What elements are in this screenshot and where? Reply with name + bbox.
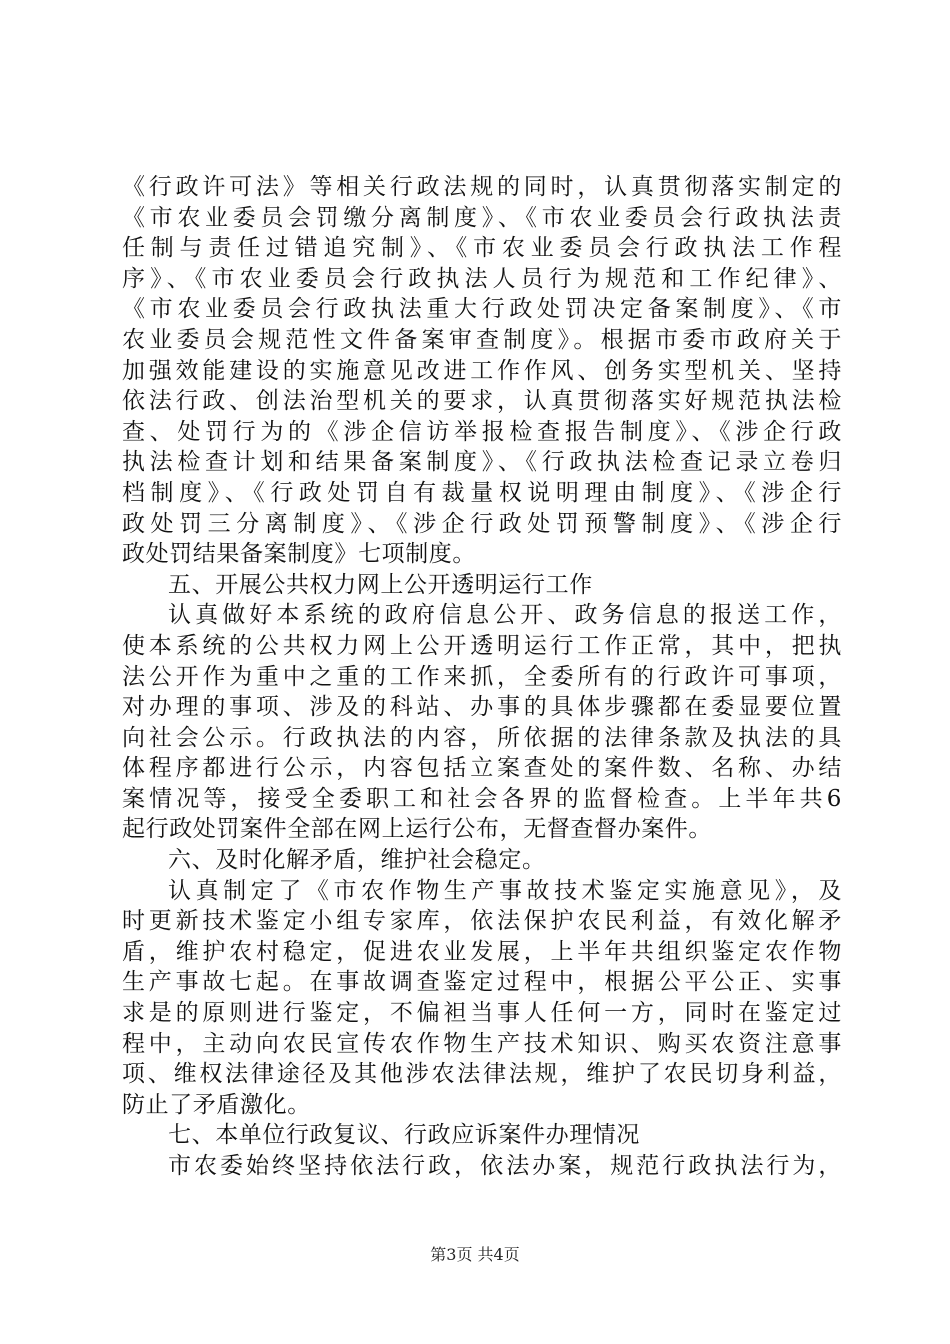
text-line: 案情况等，接受全委职工和社会各界的监督检查。上半年共6 bbox=[122, 785, 842, 812]
text-line: 序》、《市农业委员会行政执法人员行为规范和工作纪律》、 bbox=[122, 265, 842, 292]
paragraph-start-line: 市农委始终坚持依法行政，依法办案，规范行政执法行为， bbox=[168, 1153, 842, 1179]
page-footer: 第3页 共4页 bbox=[430, 1245, 520, 1264]
text-line: 求是的原则进行鉴定，不偏袒当事人任何一方，同时在鉴定过 bbox=[122, 1000, 842, 1027]
text-line: 体程序都进行公示，内容包括立案查处的案件数、名称、办结 bbox=[122, 755, 842, 782]
paragraph-start-line: 五、开展公共权力网上公开透明运行工作 bbox=[168, 571, 593, 598]
text-line: 《市农业委员会行政执法重大行政处罚决定备案制度》、《市 bbox=[122, 296, 842, 323]
text-line: 程中，主动向农民宣传农作物生产技术知识、购买农资注意事 bbox=[122, 1030, 842, 1057]
text-line: 农业委员会规范性文件备案审查制度》。根据市委市政府关于 bbox=[122, 326, 842, 353]
text-line: 政处罚三分离制度》、《涉企行政处罚预警制度》、《涉企行 bbox=[122, 510, 842, 537]
text-line: 盾，维护农村稳定，促进农业发展，上半年共组织鉴定农作物 bbox=[122, 938, 842, 965]
text-line: 档制度》、《行政处罚自有裁量权说明理由制度》、《涉企行 bbox=[122, 479, 842, 506]
text-line: 任制与责任过错追究制》、《市农业委员会行政执法工作程 bbox=[122, 235, 842, 262]
text-line: 《行政许可法》等相关行政法规的同时，认真贯彻落实制定的 bbox=[122, 174, 842, 200]
text-line: 向社会公示。行政执法的内容，所依据的法律条款及执法的具 bbox=[122, 724, 842, 751]
text-line: 对办理的事项、涉及的科站、办事的具体步骤都在委显要位置 bbox=[122, 694, 842, 721]
paragraph-start-line: 认真制定了《市农作物生产事故技术鉴定实施意见》，及 bbox=[168, 877, 842, 904]
text-line: 加强效能建设的实施意见改进工作作风、创务实型机关、坚持 bbox=[122, 357, 842, 384]
text-line: 执法检查计划和结果备案制度》、《行政执法检查记录立卷归 bbox=[122, 449, 842, 476]
paragraph-start-line: 认真做好本系统的政府信息公开、政务信息的报送工作， bbox=[168, 602, 842, 629]
text-line: 查、处罚行为的《涉企信访举报检查报告制度》、《涉企行政 bbox=[122, 418, 842, 445]
text-line: 依法行政、创法治型机关的要求，认真贯彻落实好规范执法检 bbox=[122, 388, 842, 415]
paragraph-start-line: 六、及时化解矛盾，维护社会稳定。 bbox=[168, 847, 546, 874]
paragraph-start-line: 七、本单位行政复议、行政应诉案件办理情况 bbox=[168, 1122, 640, 1149]
text-line: 起行政处罚案件全部在网上运行公布，无督查督办案件。 bbox=[122, 816, 712, 843]
text-line: 时更新技术鉴定小组专家库，依法保护农民利益，有效化解矛 bbox=[122, 908, 842, 935]
text-line: 项、维权法律途径及其他涉农法律法规，维护了农民切身利益， bbox=[122, 1061, 842, 1088]
text-line: 政处罚结果备案制度》七项制度。 bbox=[122, 541, 476, 568]
text-line: 《市农业委员会罚缴分离制度》、《市农业委员会行政执法责 bbox=[122, 204, 842, 231]
document-body bbox=[122, 172, 842, 1182]
text-line: 防止了矛盾激化。 bbox=[122, 1091, 311, 1118]
text-line: 生产事故七起。在事故调查鉴定过程中，根据公平公正、实事 bbox=[122, 969, 842, 996]
text-line: 法公开作为重中之重的工作来抓，全委所有的行政许可事项， bbox=[122, 663, 842, 690]
text-line: 使本系统的公共权力网上公开透明运行工作正常，其中，把执 bbox=[122, 632, 842, 659]
